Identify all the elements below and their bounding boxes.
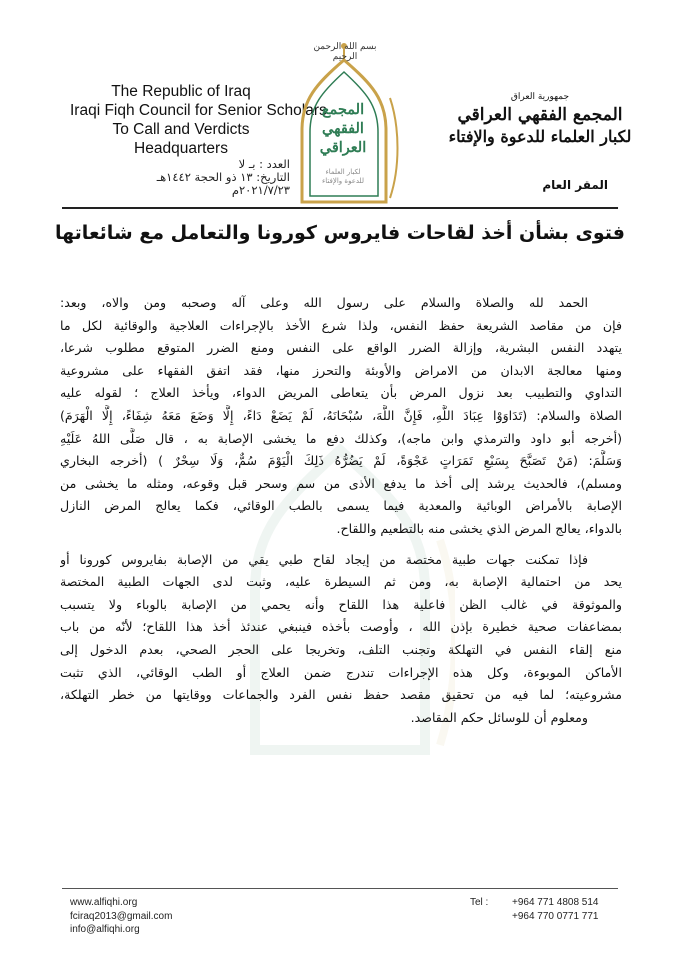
reference-date-hijri: التاريخ: ١٣ ذو الحجة ١٤٤٢هـ bbox=[156, 170, 290, 184]
english-letterhead bbox=[70, 82, 327, 158]
phone-number-1[interactable]: +964 771 4808 514 bbox=[512, 897, 599, 908]
body-line: بمضاعفات صحية خطيرة بإذن الله ، وأوصت بأخذه فينبغي عندئذ أخذ هذا اللقاح؛ لأنّه من باب bbox=[60, 619, 622, 635]
english-line-4: Headquarters bbox=[134, 140, 228, 157]
tel-label: Tel : bbox=[470, 897, 489, 908]
reference-date-gregorian: ٢٠٢١/٧/٢٣م bbox=[231, 183, 290, 197]
logo-basmala: بسم الله الرحمن الرحيم bbox=[313, 42, 377, 62]
body-line: التداوي والتطبيب بعد نزول المرض بأن يتعاطى المريض الدواء، ويأخذ العلاج ؛ لقوله عليه bbox=[60, 385, 622, 401]
body-line: فإذا تمكنت جهات طبية مختصة من إيجاد لقاح طبي يقي من الإصابة بفايروس كورونا أو bbox=[60, 551, 588, 567]
arabic-council-name-1: المجمع الفقهي العراقي bbox=[457, 105, 623, 125]
arabic-council-name-2: لكبار العلماء للدعوة والإفتاء bbox=[448, 127, 632, 146]
body-line: يحد من احتمالية الإصابة به، ومن ثم السيطرة عليه، وثبت لدى الجهات الطبية المختصة bbox=[60, 574, 622, 590]
english-line-3: To Call and Verdicts bbox=[112, 121, 250, 138]
arabic-republic: جمهورية العراق bbox=[510, 92, 570, 102]
logo-sub-line-1: لكبار العلماء bbox=[325, 168, 361, 176]
email-link-2[interactable]: info@alfiqhi.org bbox=[70, 924, 140, 935]
letterhead bbox=[0, 0, 679, 210]
logo-title-line-2: الفقهي bbox=[322, 120, 364, 137]
phone-row-1 bbox=[470, 896, 610, 910]
reference-info bbox=[130, 158, 290, 197]
footer-phones bbox=[470, 896, 610, 923]
header-divider bbox=[62, 207, 618, 209]
logo-title-line-3: العراقي bbox=[319, 139, 367, 156]
arabic-letterhead bbox=[430, 92, 650, 148]
body-line: الأماكن الموبوءة، وكل هذه الإجراءات تندرج ضمن العلاج أو الطب الوقائي، الذي تثبت bbox=[60, 664, 622, 680]
body-line: مشروعيته؛ لما فيه من تحقيق مقصد حفظ نفس الفرد والجماعات ووقايتها من خطر التهلكة، bbox=[60, 687, 622, 703]
body-line: والموثوقة في غالب الظن فاعلية هذا اللقاح وأنه يحمي من الإصابة بالوباء ولا يتسبب bbox=[60, 596, 622, 612]
body-line: ومسلم)، فالحديث يرشد إلى أخذ ما يدفع الأذى من سم وسحر قبل وقوعه، ومثله ما يخشى من bbox=[60, 475, 622, 491]
phone-row-2 bbox=[470, 910, 610, 924]
body-line: فإن من مقاصد الشريعة حفظ النفس، ولذا شرع الأخذ بالإجراءات العلاجية والوقائية لكل ما bbox=[60, 317, 622, 333]
website-link[interactable]: www.alfiqhi.org bbox=[70, 897, 138, 908]
english-line-1: The Republic of Iraq bbox=[111, 83, 251, 100]
logo-title bbox=[300, 100, 386, 157]
footer-contacts bbox=[70, 896, 270, 937]
body-line: وَسَلَّمَ: (مَنْ تَصَبَّحَ بِسَبْعِ تَمَرَاتٍ عَجْوَةً، لَمْ يَضُرُّهُ ذَلِكَ الْيَوْمَ سُمٌّ، وَلَا سِحْرٌ ) (أخرجه البخاري bbox=[60, 453, 622, 469]
body-line: منع إلقاء النفس في التهلكة وتجنب التلف، وتخريجا على الحجر الصحي، بعدم الدخول إلى bbox=[60, 641, 622, 657]
body-line: الإصابة بالأمراض الوبائية والمعدية فيما يسمى بالطب الوقائي، فكما يعالج المرض النازل bbox=[60, 498, 622, 514]
phone-number-2[interactable]: +964 770 0771 771 bbox=[512, 910, 599, 922]
fatwa-body bbox=[60, 292, 622, 729]
body-line: ومعلوم أن للوسائل حكم المقاصد. bbox=[410, 709, 588, 725]
body-line: الحمد لله والصلاة والسلام على رسول الله وعلى آله وصحبه ومن والاه، وبعد: bbox=[60, 295, 588, 310]
footer-divider bbox=[62, 888, 618, 889]
body-line: بالدواء، يعالج المرض الذي يخشى منه بالتطعيم واللقاح. bbox=[336, 520, 622, 536]
english-line-2: Iraqi Fiqh Council for Senior Scholars bbox=[70, 102, 327, 119]
logo-subtitle bbox=[300, 168, 386, 186]
arabic-headquarters: المقر العام bbox=[542, 178, 608, 192]
paragraph-gap bbox=[60, 541, 622, 549]
body-line: يتهدد النفس البشرية، وإزالة الضرر الواقع على النفس ومنع الضرر المتوقع مطلوب شرعا، bbox=[60, 340, 622, 356]
reference-number: العدد : بـ لا bbox=[238, 157, 290, 171]
body-line: (أخرجه أبو داود والترمذي وابن ماجه)، وكذلك دفع ما يخشى الإصابة به ، قال صَلَّى اللهُ عَلَيْهِ bbox=[60, 430, 622, 446]
body-line: الصلاة والسلام: (تَدَاوَوْا عِبَادَ اللَّهِ، فَإِنَّ اللَّهَ، سُبْحَانَهُ، لَمْ يَضَعْ دَاءً، إِلَّا وَضَعَ مَعَهُ شِفَاءً، إِلَّا الْهَرَمَ) bbox=[60, 407, 622, 423]
logo-sub-line-2: للدعوة والإفتاء bbox=[321, 177, 364, 185]
fatwa-title: فتوى بشأن أخذ لقاحات فايروس كورونا والتعامل مع شائعاتها bbox=[55, 222, 625, 244]
email-link-1[interactable]: fciraq2013@gmail.com bbox=[70, 910, 173, 922]
logo-title-line-1: المجمع bbox=[321, 101, 365, 118]
tel-label-spacer bbox=[470, 910, 512, 924]
body-line: ومنها معالجة الابدان من الامراض والأوبئة والتحرز منها، فقد اتفق الفقهاء على مشروعية bbox=[60, 362, 622, 378]
